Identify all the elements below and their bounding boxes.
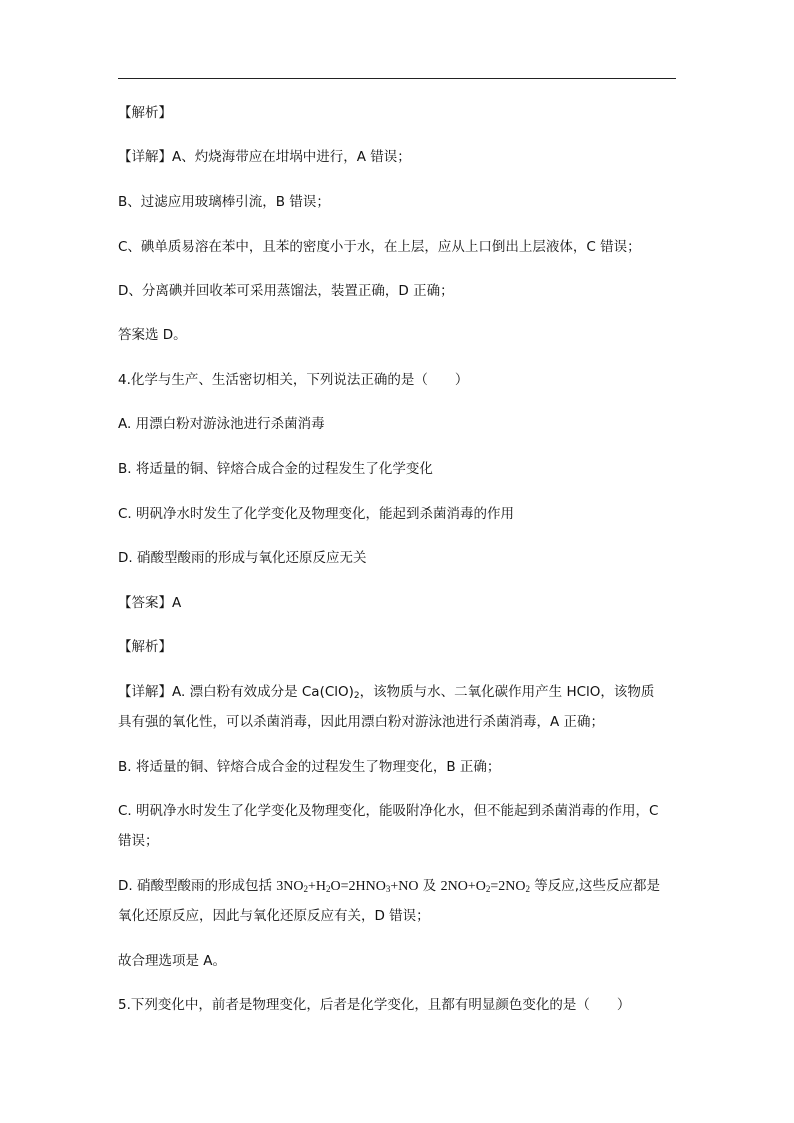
q4-detail-a-line2: 具有强的氧化性，可以杀菌消毒，因此用漂白粉对游泳池进行杀菌消毒，A 正确； bbox=[118, 714, 605, 730]
q4-stem: 4.化学与生产、生活密切相关，下列说法正确的是（ ） bbox=[118, 372, 469, 388]
subscript: 2 bbox=[353, 691, 360, 701]
q4-detail-b: B. 将适量的铜、锌熔合成合金的过程发生了物理变化，B 正确； bbox=[118, 759, 501, 775]
q4-detail-c-line2: 错误； bbox=[118, 833, 159, 849]
q4-detail-d-line2: 氧化还原反应，因此与氧化还原反应有关，D 错误； bbox=[118, 908, 430, 924]
analysis-label-q3: 【解析】 bbox=[118, 105, 172, 121]
equation-1: $3NO_2+H_2O=2HNO_3+NO$ bbox=[276, 879, 419, 894]
q5-stem: 5.下列变化中，前者是物理变化，后者是化学变化，且都有明显颜色变化的是（ ） bbox=[118, 997, 631, 1013]
q4-detail-d-mid: 及 bbox=[418, 878, 441, 894]
q4-option-a: A. 用漂白粉对游泳池进行杀菌消毒 bbox=[118, 416, 325, 432]
q4-detail-d-prefix: D. 硝酸型酸雨的形成包括 bbox=[118, 878, 277, 894]
q4-answer: 【答案】A bbox=[118, 595, 182, 611]
q4-option-c: C. 明矾净水时发生了化学变化及物理变化，能起到杀菌消毒的作用 bbox=[118, 506, 515, 522]
q4-detail-a-text2: ，该物质与水、二氧化碳作用产生 HClO，该物质 bbox=[359, 684, 655, 700]
q4-option-b: B. 将适量的铜、锌熔合成合金的过程发生了化学变化 bbox=[118, 461, 433, 477]
analysis-label-q4: 【解析】 bbox=[118, 639, 172, 655]
q3-detail-a: 【详解】A、灼烧海带应在坩埚中进行，A 错误； bbox=[118, 149, 411, 165]
equation-2: $2NO+O_2=2NO_2$ bbox=[440, 879, 530, 894]
q3-detail-b: B、过滤应用玻璃棒引流，B 错误； bbox=[118, 194, 330, 210]
q4-detail-d-line1 bbox=[118, 876, 660, 897]
q4-option-d: D. 硝酸型酸雨的形成与氧化还原反应无关 bbox=[118, 550, 367, 566]
q4-detail-a-line1 bbox=[118, 682, 654, 702]
q4-detail-c-line1: C. 明矾净水时发生了化学变化及物理变化，能吸附净化水，但不能起到杀菌消毒的作用，C bbox=[118, 803, 659, 819]
q4-detail-d-suffix: 等反应,这些反应都是 bbox=[529, 878, 661, 894]
q4-detail-a-text1: 【详解】A. 漂白粉有效成分是 Ca(ClO) bbox=[118, 684, 354, 700]
q4-conclusion: 故合理选项是 A。 bbox=[118, 953, 227, 969]
header-rule bbox=[118, 78, 676, 79]
q3-answer-choice: 答案选 D。 bbox=[118, 327, 187, 343]
q3-detail-c: C、碘单质易溶在苯中，且苯的密度小于水，在上层，应从上口倒出上层液体，C 错误； bbox=[118, 239, 641, 255]
q3-detail-d: D、分离碘并回收苯可采用蒸馏法，装置正确，D 正确； bbox=[118, 283, 454, 299]
